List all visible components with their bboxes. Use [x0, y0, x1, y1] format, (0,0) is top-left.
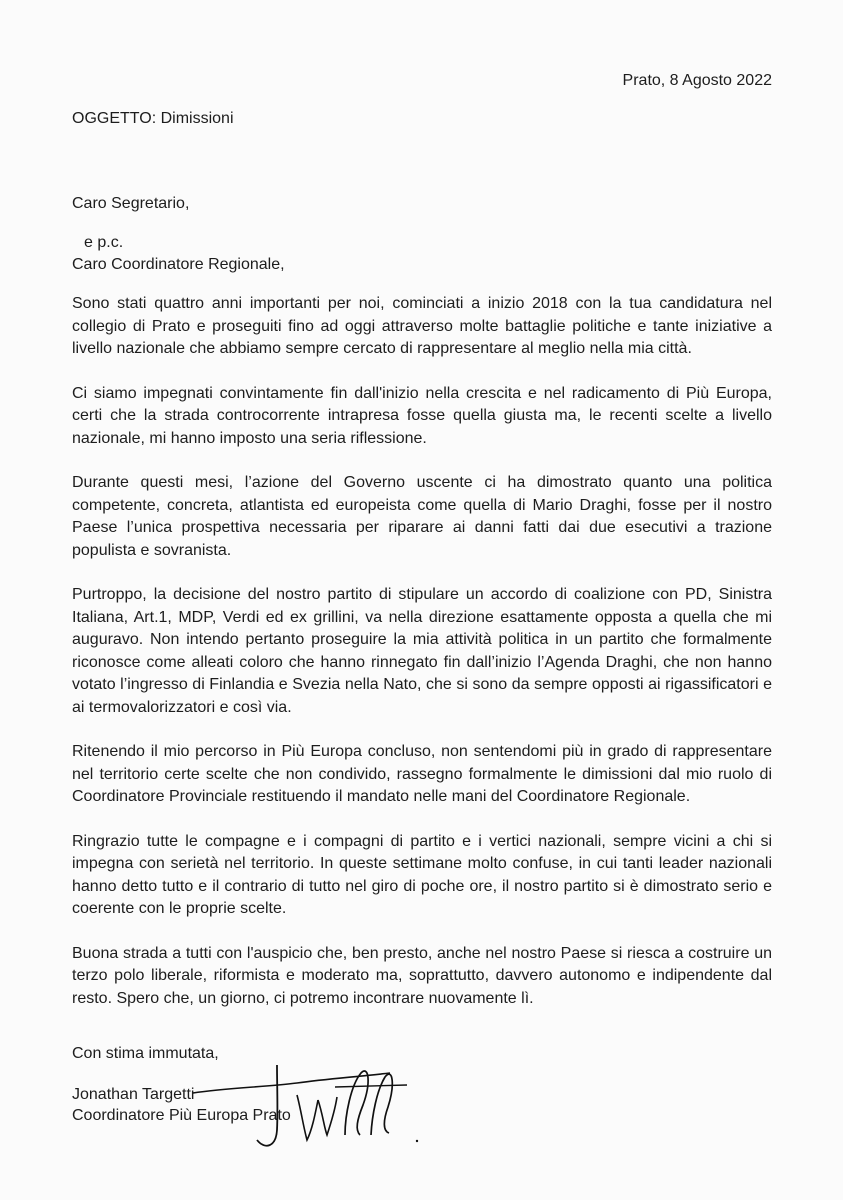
- paragraph: Sono stati quattro anni importanti per noi, cominciati a inizio 2018 con la tua candidatura nel collegio di Prato e proseguiti fino ad oggi attraverso molte battaglie politiche e tante iniziative a livello nazionale che abbiamo sempre cercato di rappresentare al meglio nella mia città.: [72, 295, 772, 357]
- paragraph: Ringrazio tutte le compagne e i compagni di partito e i vertici nazionali, sempre vicini a chi si impegna con serietà nel territorio. In queste settimane molto confuse, in cui tanti leader nazionali hanno detto tutto e il contrario di tutto nel giro di poche ore, il nostro partito si è dimostrato serio e coerente con le proprie scelte.: [72, 832, 772, 917]
- closing: Con stima immutata,: [72, 1045, 219, 1062]
- paragraph: Buona strada a tutti con l'auspicio che, ben presto, anche nel nostro Paese si riesca a costruire un terzo polo liberale, riformista e moderato ma, soprattutto, davvero autonomo e indipendente dal resto. Spero che, un giorno, ci potremo incontrare nuovamente lì.: [72, 944, 772, 1007]
- cc-label: e p.c.: [84, 234, 124, 251]
- paragraph: Ci siamo impegnati convintamente fin dall'inizio nella crescita e nel radicamento di Più Europa, certi che la strada controcorrente intrapresa fosse quella giusta ma, le recenti scelte a livello nazionale, mi hanno imposto una seria riflessione.: [72, 384, 772, 447]
- paragraph: Durante questi mesi, l’azione del Governo uscente ci ha dimostrato quanto una politica competente, concreta, atlantista ed europeista come quella di Mario Draghi, fosse per il nostro Paese l’unica prospettiva necessaria per riparare ai danni fatti dai due esecutivi a trazione populista e sovranista.: [72, 474, 772, 559]
- place-date: Prato, 8 Agosto 2022: [622, 72, 772, 89]
- subject-line: OGGETTO: Dimissioni: [72, 110, 234, 127]
- paragraph: Purtroppo, la decisione del nostro partito di stipulare un accordo di coalizione con PD, Sinistra Italiana, Art.1, MDP, Verdi ed ex grillini, va nella direzione esattamente opposta a quella che mi auguravo. Non intendo pertanto proseguire la mia attività politica in un partito che formalmente riconosce come alleati coloro che hanno rinnegato fin dall’inizio l’Agenda Draghi, che non hanno votato l’ingresso di Finlandia e Svezia nella Nato, che si sono da sempre opposti ai rigassificatori e ai termovalorizzatori e così via.: [72, 586, 772, 716]
- handwritten-signature: [185, 1055, 425, 1155]
- salutation: Caro Segretario,: [72, 195, 190, 212]
- letter-body: [72, 293, 772, 1032]
- cc-salutation: Caro Coordinatore Regionale,: [72, 256, 285, 273]
- signer-role: Coordinatore Più Europa Prato: [72, 1107, 291, 1124]
- signer-name: Jonathan Targetti: [72, 1086, 195, 1103]
- paragraph: Ritenendo il mio percorso in Più Europa concluso, non sentendomi più in grado di rappresentare nel territorio certe scelte che non condivido, rassegno formalmente le dimissioni dal mio ruolo di Coordinatore Provinciale restituendo il mandato nelle mani del Coordinatore Regionale.: [72, 743, 772, 805]
